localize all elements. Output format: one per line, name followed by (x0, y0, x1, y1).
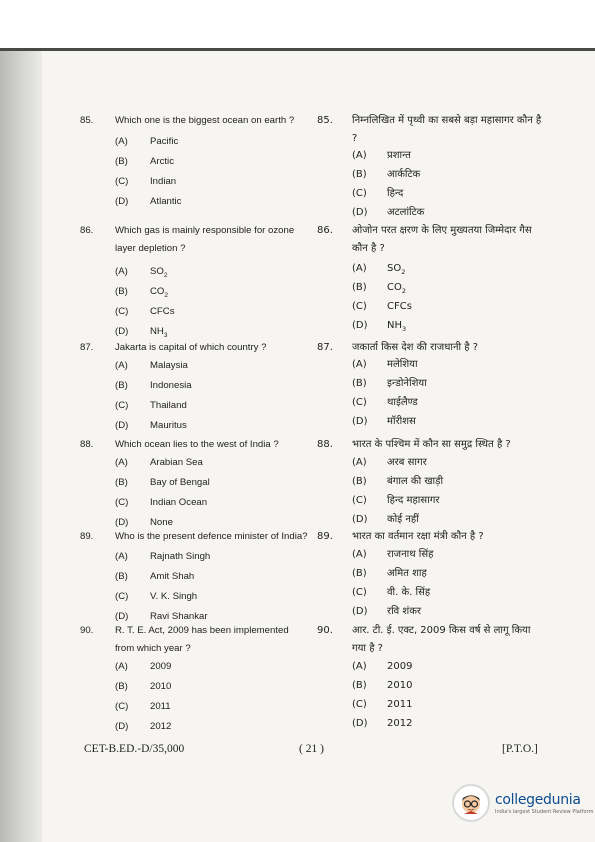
question-stem (317, 528, 545, 546)
question-number: 88. (80, 439, 94, 450)
option-value: Atlantic (150, 196, 182, 207)
option-b (80, 473, 310, 493)
option-value: 2009 (387, 661, 413, 672)
question-number: 85. (317, 115, 333, 126)
option-label: (A) (352, 549, 367, 560)
option-a (317, 146, 545, 165)
option-label: (A) (115, 661, 128, 672)
option-text (150, 587, 310, 607)
option-label: (C) (115, 306, 129, 317)
option-label: (A) (352, 150, 367, 161)
option-a (80, 547, 310, 567)
page-number: ( 21 ) (299, 743, 324, 755)
option-value: Malaysia (150, 360, 188, 371)
option-value: Indonesia (150, 380, 192, 391)
option-value: CFCs (150, 306, 175, 317)
watermark-tagline: India's largest Student Review Platform (495, 808, 594, 815)
option-value: बंगाल की खाड़ी (387, 476, 444, 487)
question-text: ओजोन परत क्षरण के लिए मुख्यतया जिम्मेदार गैस कौन है ? (352, 225, 532, 254)
option-label: (D) (352, 416, 368, 427)
option-text (387, 491, 545, 510)
option-b (317, 165, 545, 184)
option-text (387, 714, 545, 733)
option-value: हिन्द महासागर (387, 495, 440, 506)
option-label: (A) (352, 457, 367, 468)
option-label: (C) (352, 397, 367, 408)
option-text (387, 453, 545, 472)
option-list (80, 132, 310, 212)
question-text: आर. टी. ई. एक्ट, 2009 किस वर्ष से लागू किया गया है ? (352, 625, 531, 654)
option-label: (C) (352, 188, 367, 199)
option-text (387, 374, 545, 393)
option-list (80, 262, 310, 342)
option-text (387, 203, 545, 222)
watermark-name: collegedunia (495, 791, 581, 808)
option-text (387, 146, 545, 165)
option-list (80, 356, 310, 436)
option-b (317, 278, 545, 297)
option-text (150, 152, 310, 172)
option-value: Mauritus (150, 420, 187, 431)
option-text (150, 657, 310, 677)
option-text (150, 717, 310, 737)
option-label: (B) (115, 286, 128, 297)
option-label: (D) (115, 420, 129, 431)
option-label: (B) (352, 568, 367, 579)
question-number: 89. (80, 531, 94, 542)
option-value: मॉरीशस (387, 416, 416, 427)
option-value: Arctic (150, 156, 174, 167)
question-89 (80, 528, 310, 546)
option-text (150, 493, 310, 513)
option-value: अमित शाह (387, 568, 427, 579)
option-c (317, 491, 545, 510)
question-90 (317, 622, 545, 658)
option-value: SO (387, 263, 402, 274)
option-d (317, 203, 545, 222)
option-text (150, 453, 310, 473)
option-a (80, 262, 310, 282)
option-d (80, 416, 310, 436)
option-label: (C) (115, 591, 129, 602)
question-stem (317, 436, 545, 454)
question-text: निम्नलिखित में पृथ्वी का सबसे बड़ा महासागर कौन है ? (352, 115, 542, 144)
option-value: Thailand (150, 400, 187, 411)
option-value: आर्कटिक (387, 169, 421, 180)
option-b (317, 472, 545, 491)
option-label: (C) (115, 701, 129, 712)
option-text (150, 262, 310, 282)
option-label: (D) (352, 718, 368, 729)
option-value: 2012 (150, 721, 172, 732)
option-text (150, 416, 310, 436)
option-value: इन्डोनेशिया (387, 378, 427, 389)
option-label: (D) (115, 611, 129, 622)
option-label: (C) (352, 495, 367, 506)
option-text (150, 473, 310, 493)
question-stem (80, 222, 310, 258)
option-label: (B) (352, 378, 367, 389)
question-number: 86. (317, 225, 333, 236)
option-b (80, 282, 310, 302)
option-label: (D) (115, 196, 129, 207)
option-text (387, 355, 545, 374)
option-value: मलेशिया (387, 359, 418, 370)
option-text (387, 545, 545, 564)
collegedunia-watermark (452, 782, 595, 824)
option-label: (C) (352, 587, 367, 598)
option-label: (C) (352, 301, 367, 312)
option-text (387, 393, 545, 412)
option-label: (D) (352, 320, 368, 331)
option-value: CO (150, 286, 165, 297)
question-stem (317, 622, 545, 658)
question-stem (80, 436, 310, 454)
option-a (80, 657, 310, 677)
option-text (387, 278, 545, 297)
option-list (80, 453, 310, 533)
question-number: 86. (80, 225, 94, 236)
option-d (317, 602, 545, 621)
option-label: (A) (115, 266, 128, 277)
question-text: भारत के पश्चिम में कौन सा समुद्र स्थित है ? (352, 439, 511, 450)
question-86 (317, 222, 545, 258)
option-value: राजनाथ सिंह (387, 549, 434, 560)
option-c (80, 302, 310, 322)
option-c (80, 587, 310, 607)
option-value: None (150, 517, 173, 528)
option-c (317, 393, 545, 412)
question-stem (80, 622, 310, 658)
option-list (317, 259, 545, 335)
option-value: Indian Ocean (150, 497, 208, 508)
option-value: अटलांटिक (387, 207, 425, 218)
question-number: 87. (317, 342, 333, 353)
option-c (317, 184, 545, 203)
option-text (387, 412, 545, 431)
option-c (80, 172, 310, 192)
option-label: (B) (352, 282, 367, 293)
scan-binding-shadow (0, 51, 42, 842)
option-a (317, 259, 545, 278)
option-text (150, 356, 310, 376)
option-label: (C) (115, 400, 129, 411)
option-d (317, 316, 545, 335)
option-list (317, 657, 545, 733)
question-85 (80, 112, 310, 130)
student-mascot-icon (452, 784, 490, 822)
option-text (387, 184, 545, 203)
option-text (150, 192, 310, 212)
question-stem (317, 222, 545, 258)
option-text (387, 583, 545, 602)
question-number: 89. (317, 531, 333, 542)
option-c (317, 695, 545, 714)
option-a (317, 545, 545, 564)
option-text (150, 172, 310, 192)
option-subscript: 2 (401, 287, 406, 295)
question-85 (317, 112, 545, 148)
option-b (80, 567, 310, 587)
option-d (317, 714, 545, 733)
question-88 (317, 436, 545, 454)
option-value: Bay of Bengal (150, 477, 210, 488)
question-stem (80, 339, 310, 357)
option-text (150, 697, 310, 717)
option-list (80, 547, 310, 627)
option-value: कोई नहीं (387, 514, 419, 525)
question-number: 90. (317, 625, 333, 636)
option-b (317, 564, 545, 583)
option-value: Indian (150, 176, 177, 187)
option-label: (A) (115, 360, 128, 371)
option-text (150, 132, 310, 152)
option-d (317, 510, 545, 529)
question-text: Who is the present defence minister of India? (115, 531, 308, 542)
paper-code: CET-B.ED.-D/35,000 (84, 743, 185, 755)
option-value: हिन्द (387, 188, 404, 199)
option-label: (A) (115, 551, 128, 562)
option-label: (B) (352, 476, 367, 487)
option-value: प्रशान्त (387, 150, 411, 161)
option-value: अरब सागर (387, 457, 427, 468)
option-text (387, 602, 545, 621)
option-text (387, 676, 545, 695)
option-label: (C) (115, 497, 129, 508)
option-text (387, 564, 545, 583)
option-list (317, 355, 545, 431)
option-value: 2012 (387, 718, 413, 729)
option-subscript: 2 (401, 268, 406, 276)
option-text (387, 472, 545, 491)
option-list (317, 146, 545, 222)
option-text (387, 316, 545, 335)
option-list (317, 453, 545, 529)
question-number: 87. (80, 342, 94, 353)
option-label: (D) (352, 514, 368, 525)
option-text (150, 567, 310, 587)
option-value: CO (387, 282, 402, 293)
option-a (317, 453, 545, 472)
option-label: (D) (115, 517, 129, 528)
option-value: V. K. Singh (150, 591, 198, 602)
question-stem (317, 112, 545, 148)
option-value: Amit Shah (150, 571, 195, 582)
option-text (150, 677, 310, 697)
option-b (80, 152, 310, 172)
option-c (317, 297, 545, 316)
option-value: 2011 (387, 699, 413, 710)
option-label: (A) (352, 359, 367, 370)
option-subscript: 2 (163, 271, 168, 279)
option-a (317, 657, 545, 676)
option-text (150, 547, 310, 567)
option-label: (A) (115, 136, 128, 147)
option-a (317, 355, 545, 374)
question-86 (80, 222, 310, 258)
question-text: Which one is the biggest ocean on earth ? (115, 115, 295, 126)
question-stem (80, 528, 310, 546)
question-90 (80, 622, 310, 658)
option-label: (C) (352, 699, 367, 710)
option-b (317, 374, 545, 393)
option-value: 2009 (150, 661, 172, 672)
option-label: (D) (115, 326, 129, 337)
please-turn-over: [P.T.O.] (502, 743, 538, 755)
option-value: 2011 (150, 701, 171, 712)
option-label: (B) (115, 681, 128, 692)
option-c (317, 583, 545, 602)
option-label: (D) (352, 606, 368, 617)
option-label: (A) (115, 457, 128, 468)
option-text (387, 165, 545, 184)
question-text: R. T. E. Act, 2009 has been implemented from which year ? (115, 625, 289, 654)
option-label: (D) (352, 207, 368, 218)
option-c (80, 493, 310, 513)
question-text: जकार्ता किस देश की राजधानी है ? (352, 342, 479, 353)
question-number: 85. (80, 115, 94, 126)
option-label: (A) (352, 661, 367, 672)
question-89 (317, 528, 545, 546)
option-label: (B) (115, 571, 128, 582)
option-label: (B) (352, 169, 367, 180)
question-text: भारत का वर्तमान रक्षा मंत्री कौन है ? (352, 531, 484, 542)
question-number: 88. (317, 439, 333, 450)
option-text (387, 259, 545, 278)
option-label: (C) (115, 176, 129, 187)
option-value: CFCs (387, 301, 412, 312)
option-subscript: 3 (402, 325, 407, 333)
option-text (387, 657, 545, 676)
option-b (317, 676, 545, 695)
option-d (317, 412, 545, 431)
option-value: Rajnath Singh (150, 551, 211, 562)
option-label: (B) (115, 477, 128, 488)
question-88 (80, 436, 310, 454)
scan-top-band (0, 0, 595, 48)
question-87 (80, 339, 310, 357)
option-value: NH (387, 320, 402, 331)
option-text (150, 282, 310, 302)
option-c (80, 396, 310, 416)
option-value: 2010 (387, 680, 413, 691)
option-text (150, 396, 310, 416)
option-value: 2010 (150, 681, 172, 692)
question-number: 90. (80, 625, 94, 636)
option-subscript: 2 (164, 291, 169, 299)
option-b (80, 376, 310, 396)
option-value: SO (150, 266, 164, 277)
watermark-text (495, 792, 593, 815)
option-label: (B) (115, 156, 128, 167)
option-text (387, 297, 545, 316)
question-text: Which gas is mainly responsible for ozone layer depletion ? (115, 225, 295, 254)
option-label: (A) (352, 263, 367, 274)
option-value: Arabian Sea (150, 457, 203, 468)
option-label: (D) (115, 721, 129, 732)
option-text (150, 302, 310, 322)
option-value: Ravi Shankar (150, 611, 208, 622)
option-value: रवि शंकर (387, 606, 421, 617)
question-stem (80, 112, 310, 130)
question-text: Jakarta is capital of which country ? (115, 342, 267, 353)
option-d (80, 192, 310, 212)
option-a (80, 356, 310, 376)
option-text (150, 376, 310, 396)
option-list (317, 545, 545, 621)
option-a (80, 453, 310, 473)
option-value: NH (150, 326, 164, 337)
option-d (80, 717, 310, 737)
option-value: थाईलैण्ड (387, 397, 418, 408)
option-value: Pacific (150, 136, 179, 147)
option-a (80, 132, 310, 152)
option-subscript: 3 (163, 331, 168, 339)
option-c (80, 697, 310, 717)
option-value: वी. के. सिंह (387, 587, 431, 598)
option-b (80, 677, 310, 697)
question-text: Which ocean lies to the west of India ? (115, 439, 279, 450)
option-text (387, 695, 545, 714)
option-label: (B) (352, 680, 367, 691)
option-list (80, 657, 310, 737)
option-text (387, 510, 545, 529)
option-label: (B) (115, 380, 128, 391)
